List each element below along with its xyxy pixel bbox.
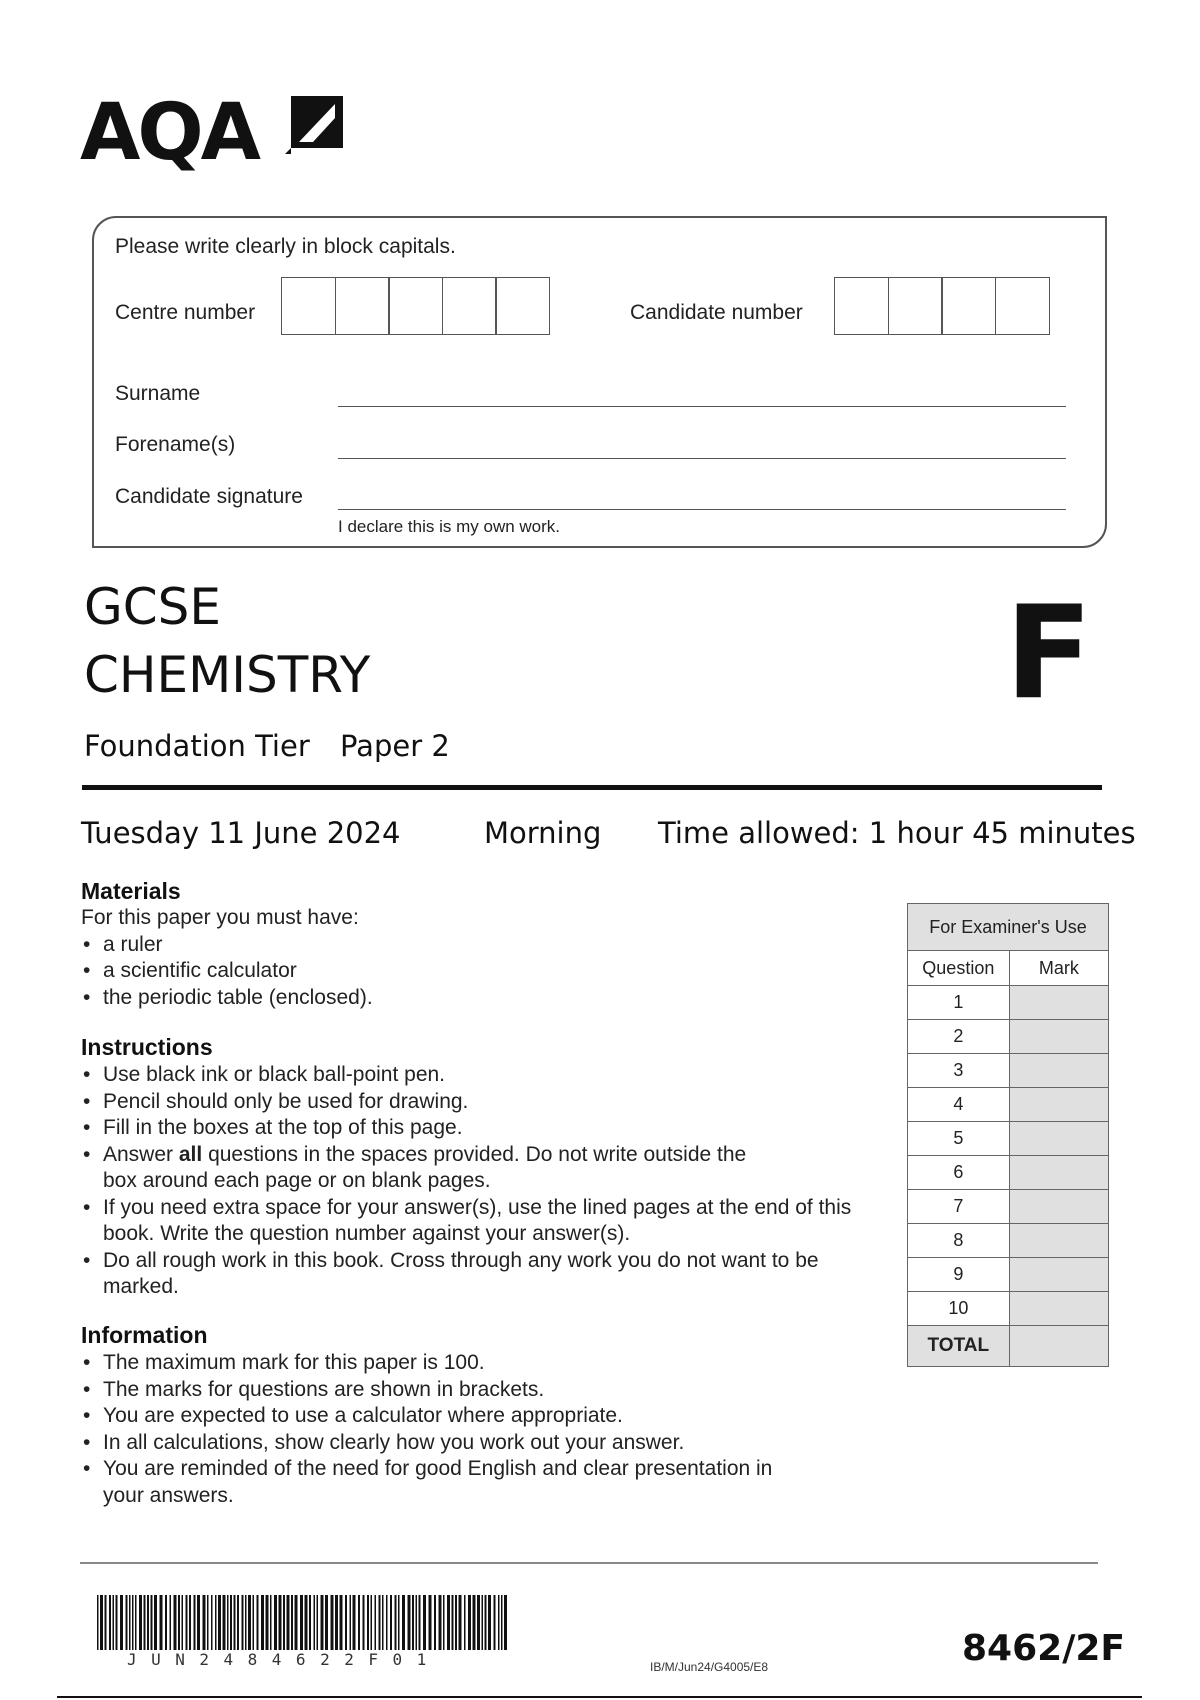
barcode-bar <box>358 1595 360 1650</box>
materials-section <box>81 905 881 1011</box>
surname-label: Surname <box>115 382 201 405</box>
list-item: • The marks for questions are shown in brackets. <box>81 1377 841 1404</box>
barcode-bar <box>189 1595 191 1650</box>
mark-column-header: Mark <box>1009 951 1108 986</box>
barcode-bar <box>477 1595 480 1650</box>
barcode-bar <box>429 1595 432 1650</box>
barcode-bar <box>182 1595 184 1650</box>
barcode-bar <box>305 1595 308 1650</box>
barcode-bar <box>331 1595 334 1650</box>
aqa-logo <box>80 88 360 192</box>
question-number-cell: 6 <box>908 1156 1010 1190</box>
barcode-bar <box>455 1595 457 1650</box>
paper-label: Paper 2 <box>340 729 450 763</box>
barcode-text: JUN2484622F01 <box>127 1650 441 1669</box>
barcode-bar <box>139 1595 142 1650</box>
barcode-bar <box>504 1595 507 1650</box>
barcode-bar <box>160 1595 163 1650</box>
exam-session: Morning <box>484 816 602 850</box>
candidate-number-digit-box[interactable] <box>834 277 889 335</box>
barcode-bar <box>488 1595 491 1650</box>
signature-field[interactable] <box>338 509 1066 510</box>
barcode-bar <box>452 1595 454 1650</box>
question-column-header: Question <box>908 951 1010 986</box>
list-item <box>81 1142 871 1195</box>
question-number-cell: 2 <box>908 1020 1010 1054</box>
footer-divider <box>80 1562 1098 1564</box>
mark-cell <box>1009 1224 1108 1258</box>
forename-label: Forename(s) <box>115 433 236 456</box>
mark-cell <box>1009 1156 1108 1190</box>
barcode-bar <box>237 1595 239 1650</box>
barcode-bar <box>97 1595 99 1650</box>
information-heading: Information <box>81 1322 208 1348</box>
mark-cell <box>1009 986 1108 1020</box>
candidate-number-digit-box[interactable] <box>941 277 996 335</box>
barcode-bar <box>419 1595 421 1650</box>
centre-number-digit-box[interactable] <box>442 277 497 335</box>
barcode-bar <box>325 1595 328 1650</box>
paper-reference: IB/M/Jun24/G4005/E8 <box>650 1660 769 1674</box>
centre-number-digit-box[interactable] <box>335 277 390 335</box>
barcode-bar <box>416 1595 418 1650</box>
barcode-bar <box>340 1595 343 1650</box>
list-item: • Pencil should only be used for drawing. <box>81 1089 871 1116</box>
barcode-bar <box>287 1595 290 1650</box>
barcode-bar <box>215 1595 217 1650</box>
instructions-heading: Instructions <box>81 1034 213 1060</box>
barcode-bar <box>371 1595 373 1650</box>
table-row <box>908 1292 1109 1326</box>
barcode-bar <box>395 1595 397 1650</box>
barcode-bar <box>468 1595 471 1650</box>
barcode-bar <box>132 1595 134 1650</box>
mark-cell <box>1009 1292 1108 1326</box>
barcode-bar <box>270 1595 272 1650</box>
barcode-bar <box>412 1595 414 1650</box>
barcode-bar <box>245 1595 247 1650</box>
barcode-bar <box>335 1595 338 1650</box>
mark-cell <box>1009 1088 1108 1122</box>
materials-heading: Materials <box>81 878 181 904</box>
subject-title: CHEMISTRY <box>84 646 371 704</box>
exam-date: Tuesday 11 June 2024 <box>81 816 401 850</box>
barcode-bar <box>434 1595 436 1650</box>
barcode-bar <box>379 1595 381 1650</box>
table-row <box>908 1258 1109 1292</box>
barcode-bar <box>129 1595 131 1650</box>
list-item: • You are reminded of the need for good English and clear presentation in your answers. <box>81 1456 841 1509</box>
declaration-text: I declare this is my own work. <box>338 517 561 536</box>
centre-number-digit-box[interactable] <box>495 277 550 335</box>
answer-rest: questions in the spaces provided. Do not write outside the box around each page or on blank pages. <box>103 1142 747 1192</box>
barcode-bar <box>120 1595 123 1650</box>
question-number-cell: 10 <box>908 1292 1010 1326</box>
barcode-bar <box>464 1595 466 1650</box>
tier-label: Foundation Tier <box>84 729 310 763</box>
list-item: • Fill in the boxes at the top of this page. <box>81 1115 871 1142</box>
barcode-bar <box>423 1595 426 1650</box>
barcode-bar <box>473 1595 476 1650</box>
table-row <box>908 1224 1109 1258</box>
barcode-bar <box>230 1595 232 1650</box>
barcode-bar <box>317 1595 319 1650</box>
barcode-bar <box>367 1595 369 1650</box>
barcode-bar <box>408 1595 411 1650</box>
barcode-bar <box>300 1595 303 1650</box>
barcode-bar <box>257 1595 259 1650</box>
barcode-bar <box>266 1595 269 1650</box>
barcode-bar <box>398 1595 400 1650</box>
question-number-cell: 5 <box>908 1122 1010 1156</box>
barcode-bar <box>109 1595 111 1650</box>
barcode-bar <box>291 1595 293 1650</box>
tier-letter: F <box>1005 579 1093 728</box>
centre-number-digit-box[interactable] <box>281 277 336 335</box>
list-item: • a scientific calculator <box>81 958 881 985</box>
barcode-bar <box>207 1595 209 1650</box>
table-row <box>908 1088 1109 1122</box>
table-row <box>908 1122 1109 1156</box>
barcode-bar <box>485 1595 487 1650</box>
barcode-bar <box>375 1595 377 1650</box>
page-bottom-border <box>57 1696 1142 1698</box>
barcode-bar <box>218 1595 221 1650</box>
barcode-bar <box>386 1595 388 1650</box>
barcode-bar <box>498 1595 500 1650</box>
barcode-bar <box>248 1595 251 1650</box>
list-item: • The maximum mark for this paper is 100. <box>81 1350 841 1377</box>
barcode-bar <box>147 1595 149 1650</box>
list-item: • If you need extra space for your answer(s), use the lined pages at the end of this book. Write the question number against your answer(s). <box>81 1195 871 1248</box>
list-item: • In all calculations, show clearly how you work out your answer. <box>81 1430 841 1457</box>
list-item: • the periodic table (enclosed). <box>81 985 881 1012</box>
instructions-section <box>81 1062 871 1301</box>
time-allowed: Time allowed: 1 hour 45 minutes <box>658 816 1136 850</box>
information-section <box>81 1350 841 1509</box>
question-number-cell: 7 <box>908 1190 1010 1224</box>
materials-intro: For this paper you must have: <box>81 906 359 929</box>
question-number-cell: 3 <box>908 1054 1010 1088</box>
barcode-bar <box>382 1595 384 1650</box>
centre-number-boxes <box>281 277 549 335</box>
barcode-bar <box>174 1595 177 1650</box>
table-row <box>908 1190 1109 1224</box>
barcode-bar <box>482 1595 484 1650</box>
barcode-bar <box>116 1595 118 1650</box>
aqa-logo-mark-icon <box>285 92 345 154</box>
barcode-bar <box>197 1595 200 1650</box>
barcode-bar <box>283 1595 285 1650</box>
total-label: TOTAL <box>908 1326 1010 1367</box>
barcode-bar <box>178 1595 180 1650</box>
total-mark-cell <box>1009 1326 1108 1367</box>
signature-label: Candidate signature <box>115 485 303 508</box>
title-divider <box>82 785 1102 790</box>
barcode-bar <box>211 1595 213 1650</box>
question-number-cell: 1 <box>908 986 1010 1020</box>
barcode-bar <box>186 1595 188 1650</box>
barcode-bar <box>242 1595 244 1650</box>
question-number-cell: 8 <box>908 1224 1010 1258</box>
candidate-number-digit-box[interactable] <box>888 277 943 335</box>
barcode-bar <box>253 1595 255 1650</box>
barcode-bar <box>363 1595 365 1650</box>
qualification-title: GCSE <box>84 578 221 636</box>
barcode-bar <box>165 1595 167 1650</box>
barcode-bar <box>439 1595 442 1650</box>
list-item: • a ruler <box>81 932 881 959</box>
answer-prefix: Answer <box>103 1142 179 1166</box>
barcode-image <box>97 1595 509 1650</box>
table-row <box>908 1020 1109 1054</box>
barcode-bar <box>203 1595 206 1650</box>
list-item: • You are expected to use a calculator where appropriate. <box>81 1403 841 1430</box>
barcode-bar <box>279 1595 282 1650</box>
barcode-bar <box>443 1595 445 1650</box>
table-row <box>908 1156 1109 1190</box>
table-row <box>908 1054 1109 1088</box>
barcode-bar <box>295 1595 298 1650</box>
question-number-cell: 4 <box>908 1088 1010 1122</box>
barcode-bar <box>390 1595 392 1650</box>
barcode-bar <box>144 1595 146 1650</box>
barcode-bar <box>345 1595 347 1650</box>
barcode-bar <box>135 1595 137 1650</box>
mark-cell <box>1009 1122 1108 1156</box>
mark-cell <box>1009 1258 1108 1292</box>
centre-number-digit-box[interactable] <box>388 277 443 335</box>
mark-cell <box>1009 1190 1108 1224</box>
examiner-use-table <box>907 903 1109 1367</box>
barcode-bar <box>459 1595 462 1650</box>
barcode-bar <box>126 1595 128 1650</box>
barcode-bar <box>170 1595 172 1650</box>
table-row <box>908 986 1109 1020</box>
barcode-bar <box>314 1595 316 1650</box>
forename-field[interactable] <box>338 458 1066 459</box>
mark-cell <box>1009 1054 1108 1088</box>
examiner-table-title: For Examiner's Use <box>908 904 1109 951</box>
barcode-bar <box>105 1595 107 1650</box>
barcode-bar <box>447 1595 450 1650</box>
barcode-bar <box>402 1595 405 1650</box>
question-number-cell: 9 <box>908 1258 1010 1292</box>
barcode-bar <box>100 1595 103 1650</box>
logo-text: AQA <box>80 88 259 178</box>
barcode-bar <box>223 1595 226 1650</box>
block-capitals-instruction: Please write clearly in block capitals. <box>115 235 456 258</box>
barcode-bar <box>234 1595 236 1650</box>
paper-code: 8462/2F <box>962 1628 1125 1669</box>
barcode-bar <box>321 1595 324 1650</box>
barcode-bar <box>113 1595 115 1650</box>
barcode-bar <box>494 1595 496 1650</box>
barcode-bar <box>194 1595 196 1650</box>
barcode-bar <box>353 1595 356 1650</box>
centre-number-label: Centre number <box>115 301 256 324</box>
barcode-bar <box>151 1595 153 1650</box>
barcode-bar <box>350 1595 352 1650</box>
candidate-number-boxes <box>834 277 1048 335</box>
candidate-number-label: Candidate number <box>630 301 803 324</box>
surname-field[interactable] <box>338 406 1066 407</box>
barcode-bar <box>227 1595 229 1650</box>
list-item: • Do all rough work in this book. Cross through any work you do not want to be marked. <box>81 1248 871 1301</box>
answer-emphasis: all <box>178 1142 203 1166</box>
mark-cell <box>1009 1020 1108 1054</box>
candidate-number-digit-box[interactable] <box>995 277 1050 335</box>
barcode-bar <box>154 1595 157 1650</box>
barcode-bar <box>309 1595 311 1650</box>
list-item: • Use black ink or black ball-point pen. <box>81 1062 871 1089</box>
barcode-bar <box>501 1595 503 1650</box>
barcode-bar <box>261 1595 264 1650</box>
barcode-bar <box>274 1595 277 1650</box>
